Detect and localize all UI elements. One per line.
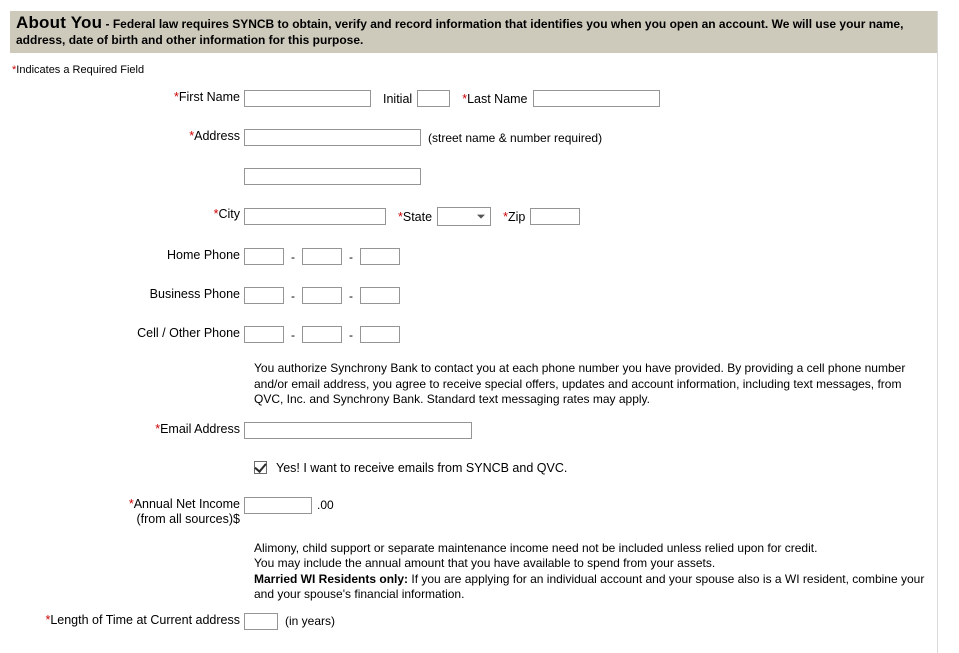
email-label-text: Email Address	[160, 421, 240, 436]
state-required-star: *	[398, 209, 403, 224]
row-address-1	[10, 129, 937, 146]
row-home-phone	[10, 248, 937, 265]
initial-input[interactable]	[417, 90, 450, 107]
home-phone-separator-2: -	[349, 249, 353, 264]
email-optin-checkbox[interactable]	[254, 461, 267, 474]
state-label	[386, 210, 437, 224]
spacer	[10, 527, 937, 541]
annual-income-label	[10, 497, 244, 527]
home-phone-fields	[244, 248, 937, 265]
spacer	[10, 226, 937, 248]
city-required-star: *	[213, 207, 219, 221]
business-phone-area-input[interactable]	[244, 287, 284, 304]
spacer	[10, 304, 937, 326]
email-optin-label: Yes! I want to receive emails from SYNCB and QVC.	[276, 460, 568, 475]
email-input[interactable]	[244, 422, 472, 439]
spacer	[10, 107, 937, 129]
section-title: About You	[16, 13, 103, 32]
length-at-address-fields	[244, 613, 937, 630]
address-label	[10, 129, 244, 144]
cell-phone-line-input[interactable]	[360, 326, 400, 343]
cell-phone-prefix-input[interactable]	[302, 326, 342, 343]
first-name-required-star: *	[174, 90, 179, 104]
cell-phone-separator-2: -	[349, 327, 353, 342]
address-1-fields	[244, 129, 937, 146]
business-phone-separator-1: -	[291, 288, 295, 303]
checkmark-icon	[254, 460, 266, 473]
cell-phone-separator-1: -	[291, 327, 295, 342]
business-phone-fields	[244, 287, 937, 304]
row-cell-phone	[10, 326, 937, 343]
last-name-input[interactable]	[533, 90, 660, 107]
city-state-zip-fields	[244, 207, 937, 226]
zip-required-star: *	[503, 209, 508, 224]
income-note-line-3	[254, 572, 944, 603]
length-at-address-label	[10, 613, 244, 628]
income-notes	[254, 541, 944, 603]
required-star: *	[12, 64, 17, 76]
row-length-at-address	[10, 613, 937, 630]
chevron-down-icon	[477, 214, 485, 218]
annual-income-label-line-1	[10, 497, 240, 512]
annual-income-label-text-1: Annual Net Income	[133, 496, 240, 511]
section-description: - Federal law requires SYNCB to obtain, verify and record information that identifies you when you open an account. We will use your name, address, date of birth and other information for this purpose.	[16, 17, 904, 47]
initial-label: Initial	[383, 91, 413, 106]
cell-phone-area-input[interactable]	[244, 326, 284, 343]
annual-income-fields	[244, 497, 937, 514]
cell-phone-fields	[244, 326, 937, 343]
married-wi-residents-text: If you are applying for an individual account and your spouse also is a WI resident, combine your and your spouse's financial information.	[254, 571, 925, 601]
income-note-line-1: Alimony, child support or separate maintenance income need not be included unless relied upon for credit.	[254, 540, 818, 555]
address-line-2-input[interactable]	[244, 168, 421, 185]
city-label-text: City	[218, 207, 240, 221]
home-phone-separator-1: -	[291, 249, 295, 264]
last-name-label	[450, 92, 532, 106]
about-you-form	[10, 90, 937, 630]
business-phone-prefix-input[interactable]	[302, 287, 342, 304]
annual-income-input[interactable]	[244, 497, 312, 514]
spacer	[10, 603, 937, 613]
home-phone-area-input[interactable]	[244, 248, 284, 265]
row-city-state-zip	[10, 207, 937, 226]
zip-input[interactable]	[530, 208, 580, 225]
section-header-band	[10, 11, 937, 53]
email-required-star: *	[155, 421, 161, 436]
first-name-label	[10, 90, 244, 105]
annual-income-decimal-suffix: .00	[317, 498, 334, 512]
last-name-label-text: Last Name	[467, 91, 528, 106]
last-name-required-star: *	[462, 91, 468, 106]
spacer	[10, 475, 937, 497]
income-note-line-2: You may include the annual amount that you have available to spend from your assets.	[254, 556, 716, 570]
address-line-1-input[interactable]	[244, 129, 421, 146]
business-phone-separator-2: -	[349, 288, 353, 303]
address-required-star: *	[189, 129, 195, 143]
name-fields	[244, 90, 937, 107]
length-at-address-input[interactable]	[244, 613, 278, 630]
required-field-note	[12, 64, 937, 76]
first-name-input[interactable]	[244, 90, 371, 107]
zip-label-text: Zip	[507, 209, 526, 224]
length-at-address-required-star: *	[45, 612, 51, 627]
email-label	[10, 422, 244, 437]
spacer	[10, 343, 937, 361]
address-hint: (street name & number required)	[428, 130, 603, 145]
address-label-text: Address	[194, 129, 240, 143]
content-column	[10, 11, 938, 653]
email-fields	[244, 422, 937, 439]
business-phone-label: Business Phone	[149, 287, 240, 301]
phone-disclosure-text: You authorize Synchrony Bank to contact you at each phone number you have provided. By providing a cell phone number and/or email address, you agree to receive special offers, updates and account information, including text messages, from QVC, Inc. and Synchrony Bank. Standard text messaging rates may apply.	[254, 361, 906, 406]
email-optin-row[interactable]	[254, 461, 937, 475]
length-at-address-hint: (in years)	[285, 614, 336, 628]
row-name	[10, 90, 937, 107]
row-email	[10, 422, 937, 439]
spacer	[10, 185, 937, 207]
annual-income-label-line-2: (from all sources)$	[136, 511, 240, 526]
first-name-label-text: First Name	[178, 90, 240, 104]
home-phone-line-input[interactable]	[360, 248, 400, 265]
row-annual-income	[10, 497, 937, 527]
spacer	[10, 265, 937, 287]
spacer	[10, 408, 937, 422]
state-select[interactable]	[437, 207, 491, 226]
state-label-text: State	[402, 209, 433, 224]
home-phone-prefix-input[interactable]	[302, 248, 342, 265]
spacer	[10, 439, 937, 461]
city-input[interactable]	[244, 208, 386, 225]
home-phone-label: Home Phone	[167, 248, 240, 262]
address-2-fields	[244, 168, 937, 185]
married-wi-residents-label: Married WI Residents only:	[254, 571, 409, 586]
cell-phone-label: Cell / Other Phone	[137, 326, 240, 340]
zip-label	[491, 210, 530, 224]
row-business-phone	[10, 287, 937, 304]
spacer	[10, 146, 937, 168]
row-address-2	[10, 168, 937, 185]
city-label	[10, 207, 244, 222]
business-phone-line-input[interactable]	[360, 287, 400, 304]
required-note-text: Indicates a Required Field	[16, 64, 145, 76]
annual-income-required-star: *	[128, 496, 134, 511]
length-at-address-label-text: Length of Time at Current address	[50, 612, 240, 627]
